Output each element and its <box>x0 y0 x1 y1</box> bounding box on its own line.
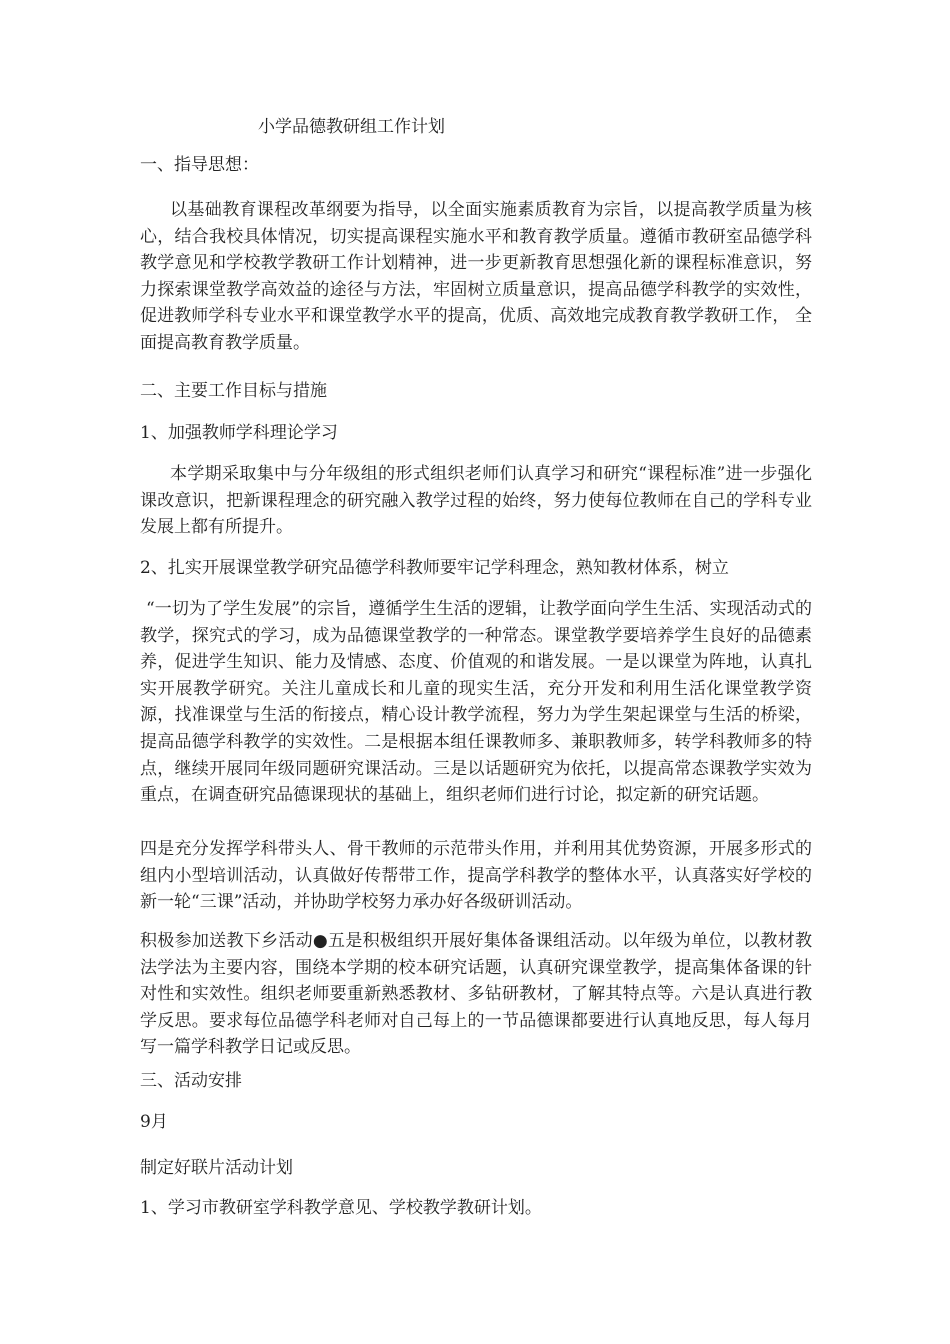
paragraph-text: 四是充分发挥学科带头人、骨干教师的示范带头作用，并利用其优势资源，开展多形式的组内小型培训活动，认真做好传帮带工作，提高学科教学的整体水平，认真落实好学校的新一轮“三课”活动，并协助学校努力承办好各级研训活动。 <box>140 839 812 913</box>
paragraph-text: “一切为了学生发展”的宗旨，遵循学生生活的逻辑，让教学面向学生生活、实现活动式的教学，探究式的学习，成为品德课堂教学的一种常态。课堂教学要培养学生良好的品德素养，促进学生知识、能力及情感、态度、价值观的和谐发展。一是以课堂为阵地，认真扎实开展教学研究。关注儿童成长和儿童的现实生活，充分开发和利用生活化课堂教学资源，找准课堂与生活的衔接点，精心设计教学流程，努力为学生架起课堂与生活的桥梁，提高品德学科教学的实效性。二是根据本组任课教师多、兼职教师多，转学科教师多的特点，继续开展同年级同题研究课活动。三是以话题研究为依托，以提高常态课教学实效为重点，在调查研究品德课现状的基础上，组织老师们进行讨论，拟定新的研究话题。 <box>140 599 812 806</box>
theory-study-paragraph <box>140 461 812 541</box>
teacher-training-paragraph <box>140 836 812 916</box>
month-label: 9月 <box>140 1112 168 1132</box>
document-title: 小学品德教研组工作计划 <box>258 117 445 137</box>
section-heading-activities: 三、活动安排 <box>140 1071 242 1091</box>
section-heading-goals-measures: 二、主要工作目标与措施 <box>140 381 327 401</box>
classroom-research-paragraph <box>140 596 812 809</box>
month-item-1: 1、学习市教研室学科教学意见、学校教学教研计划。 <box>140 1198 542 1218</box>
paragraph-text: 积极参加送教下乡活动●五是积极组织开展好集体备课组活动。以年级为单位，以教材教法学法为主要内容，围绕本学期的校本研究话题，认真研究课堂教学，提高集体备课的针对性和实效性。组织老师要重新熟悉教材、多钻研教材，了解其特点等。六是认真进行教学反思。要求每位品德学科老师对自己每上的一节品德课都要进行认真地反思，每人每月写一篇学科教学日记或反思。 <box>140 931 812 1058</box>
guiding-thought-paragraph <box>140 197 812 357</box>
item-heading-theory-study: 1、加强教师学科理论学习 <box>140 423 338 443</box>
item-heading-classroom-research: 2、扎实开展课堂教学研究品德学科教师要牢记学科理念，熟知教材体系，树立 <box>140 558 729 578</box>
month-task: 制定好联片活动计划 <box>140 1158 293 1178</box>
paragraph-text: 以基础教育课程改革纲要为指导，以全面实施素质教育为宗旨，以提高教学质量为核心，结合我校具体情况，切实提高课程实施水平和教育教学质量。遵循市教研室品德学科教学意见和学校教学教研工作计划精神，进一步更新教育思想强化新的课程标准意识，努力探索课堂教学高效益的途径与方法，牢固树立质量意识，提高品德学科教学的实效性，促进教师学科专业水平和课堂教学水平的提高，优质、高效地完成教育教学教研工作， 全面提高教育教学质量。 <box>140 200 812 353</box>
section-heading-guiding-thought: 一、指导思想： <box>140 155 259 175</box>
paragraph-text: 本学期采取集中与分年级组的形式组织老师们认真学习和研究“课程标准”进一步强化课改意识，把新课程理念的研究融入教学过程的始终，努力使每位教师在自己的学科专业发展上都有所提升。 <box>140 464 812 538</box>
collective-lesson-prep-paragraph <box>140 928 812 1061</box>
